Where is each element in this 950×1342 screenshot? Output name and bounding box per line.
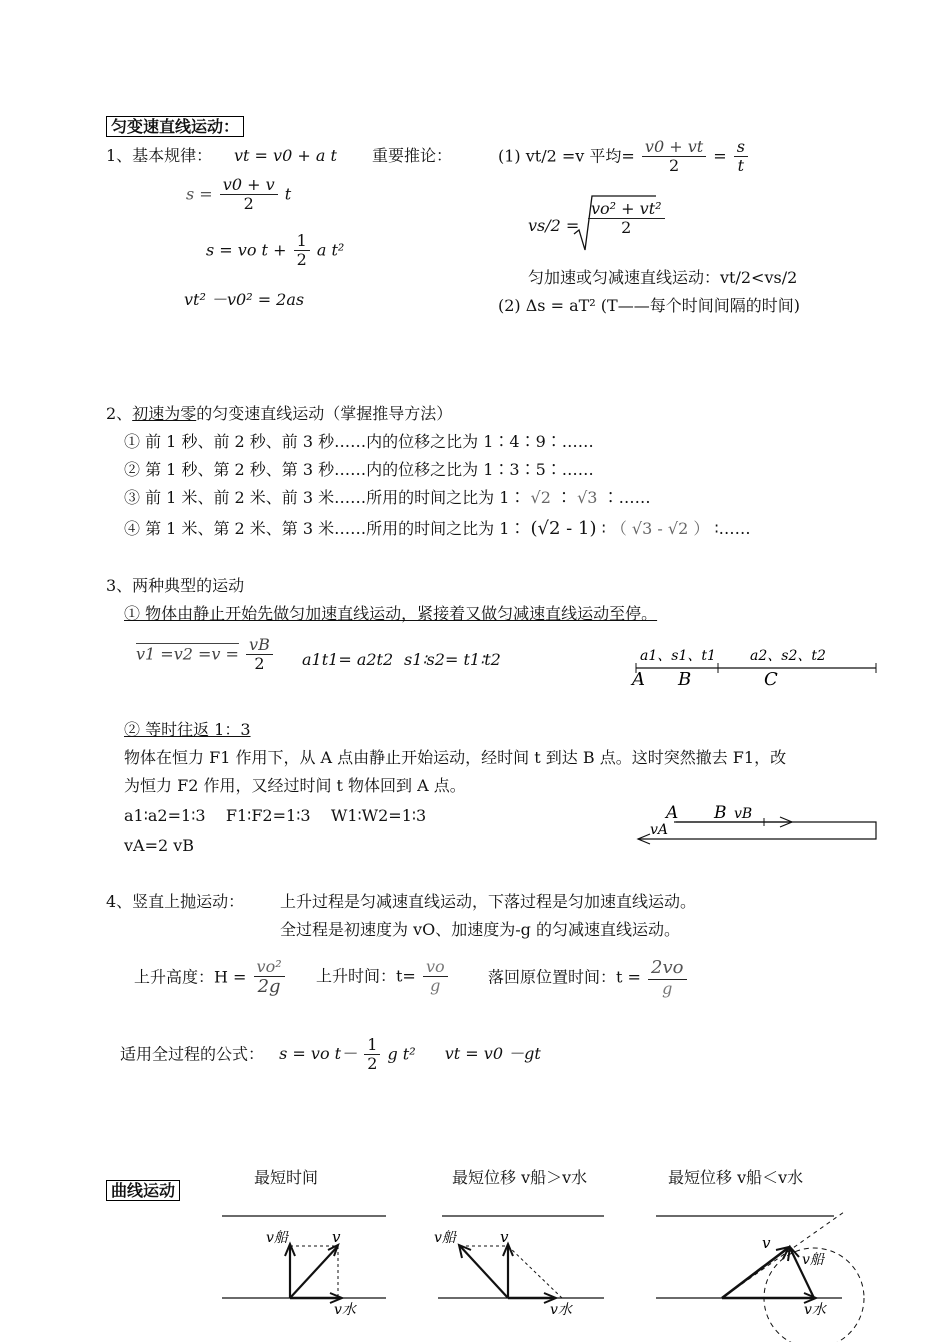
river-diagram-fast-boat: [430, 1210, 610, 1320]
inference-2: (2) Δs = aT² (T——每个时间间隔的时间): [498, 296, 800, 315]
return-time-formula: [488, 958, 689, 998]
ratio-item-3-text: ③ 前 1 米、前 2 米、前 3 米……所用的时间之比为 1∶: [124, 488, 526, 507]
inference-1: [498, 138, 750, 176]
heading-shortest-displacement-slow-boat: 最短位移 v船＜v水: [668, 1168, 804, 1187]
boat-velocity-arrow: [460, 1246, 508, 1298]
formula-displacement: [206, 232, 344, 270]
max-height-fraction: [254, 958, 285, 998]
case-2-ratios: a1∶a2=1∶3 F1∶F2=1∶3 W1∶W2=1∶3: [124, 806, 427, 825]
whole-process-left: s = vo t－: [279, 1044, 358, 1064]
inference-1-den: 2: [668, 156, 680, 176]
vs2-label: vs/2 =: [528, 216, 580, 235]
label-v-water: v水: [804, 1302, 826, 1318]
vs2-num: vo² + vt²: [588, 200, 665, 219]
case-1-ratio-relation: s1∶s2= t1∶t2: [404, 650, 501, 669]
section-3-title: 3、两种典型的运动: [106, 576, 245, 595]
inference-label: 重要推论：: [372, 146, 453, 165]
vs2-den: 2: [621, 218, 632, 238]
formula-s-right: t: [284, 184, 292, 204]
whole-process-fraction: [364, 1036, 380, 1074]
inference-1-s: s: [734, 138, 748, 157]
inference-1-left: (1) vt/2 =v 平均=: [498, 146, 635, 166]
case-1-description: ① 物体由静止开始先做匀加速直线运动，紧接着又做匀减速直线运动至停。: [124, 604, 658, 623]
formula-s-fraction: [220, 176, 278, 214]
river-diagram-shortest-time: [220, 1210, 400, 1320]
ratio-item-4-term1: (√2 - 1): [530, 518, 597, 539]
case-1-top-label-1: a1、s1、t1: [640, 648, 716, 664]
max-height-label: 上升高度：H =: [134, 967, 247, 987]
ratio-item-2: ② 第 1 秒、第 2 秒、第 3 秒……内的位移之比为 1∶3∶5∶……: [124, 460, 594, 479]
rise-time-fraction: [423, 958, 448, 996]
label-v-water: v水: [334, 1302, 356, 1318]
case-2-diagram: [630, 798, 890, 858]
ratio-item-3-sqrt3: √3: [577, 488, 598, 507]
case-1-diagram: [630, 642, 880, 692]
case-1-point-C: C: [764, 669, 778, 690]
inference-1-fraction: [642, 138, 706, 176]
whole-process-den: 2: [367, 1054, 378, 1074]
inference-1-num: v0 + vt: [642, 138, 706, 157]
case-1-point-B: B: [678, 669, 692, 690]
label-v: v: [500, 1228, 509, 1246]
ratio-item-4-sep: ∶: [601, 519, 606, 538]
formula-displacement-average: [186, 176, 291, 214]
rise-time-formula: [316, 958, 450, 996]
ratio-item-3: [124, 488, 651, 507]
heading-shortest-displacement-fast-boat: 最短位移 v船＞v水: [452, 1168, 588, 1187]
formula-s-left: s =: [186, 184, 213, 204]
case-1-average-velocity: [136, 636, 275, 674]
formula-s-den: 2: [243, 194, 254, 214]
inference-compare: 匀加速或匀减速直线运动：vt/2<vs/2: [528, 268, 798, 287]
case-2-line-2: 为恒力 F2 作用，又经过时间 t 物体回到 A 点。: [124, 776, 466, 795]
formula-disp-den: 2: [296, 250, 307, 270]
inference-1-t: t: [737, 156, 745, 176]
case-1-avg-left: v1 =v2 =v =: [136, 644, 239, 664]
rise-time-den: g: [430, 976, 441, 996]
section-2-title: [106, 404, 452, 423]
section-curved-motion-title: 曲线运动: [106, 1180, 180, 1201]
case-1-at-relation: a1t1= a2t2: [302, 650, 394, 669]
section-title-uniform-acceleration: 匀变速直线运动：: [106, 116, 244, 137]
basic-law-label: 1、基本规律：: [106, 146, 213, 165]
resultant-velocity-arrow: [722, 1248, 788, 1298]
ratio-item-4-term2: （ √3 - √2 ）: [610, 519, 710, 538]
case-2-title: ② 等时往返 1：3: [124, 720, 251, 739]
ratio-item-4-text: ④ 第 1 米、第 2 米、第 3 米……所用的时间之比为 1∶: [124, 519, 526, 538]
section-4-title: 4、竖直上抛运动：: [106, 892, 245, 911]
ratio-item-4: [124, 518, 751, 540]
rise-time-num: vo: [423, 958, 448, 977]
case-1-point-A: A: [632, 669, 645, 690]
rise-time-label: 上升时间：t=: [316, 966, 416, 986]
label-v-boat: v船: [266, 1230, 288, 1246]
whole-process-formula: [120, 1036, 541, 1074]
return-time-den: g: [662, 978, 673, 998]
formula-velocity: vt = v0 + a t: [234, 146, 337, 165]
formula-s-num: v0 + v: [220, 176, 278, 195]
case-2-point-A: A: [666, 803, 679, 823]
ratio-item-4-tail: ∶……: [714, 519, 751, 538]
case-2-vB-label: vB: [734, 806, 753, 822]
label-v-water: v水: [550, 1302, 572, 1318]
section-2-title-pre: 2、: [106, 404, 133, 423]
inference-1-s-over-t: [734, 138, 748, 176]
ratio-item-3-tail: ∶……: [602, 488, 651, 507]
section-4-line-2: 全过程是初速度为 vO、加速度为-g 的匀减速直线运动。: [280, 920, 680, 939]
case-1-avg-den: 2: [254, 654, 265, 674]
whole-process-num: 1: [364, 1036, 380, 1055]
label-v: v: [332, 1228, 341, 1246]
helper-dashed-diagonal: [508, 1246, 562, 1298]
ratio-item-3-sep: ∶: [555, 488, 572, 507]
section-2-title-post: 的匀变速直线运动（掌握推导方法）: [196, 404, 453, 423]
case-1-avg-num: vB: [246, 636, 273, 655]
return-time-num: 2vo: [648, 958, 686, 980]
inference-1-eq: =: [713, 146, 727, 166]
max-height-den: 2g: [257, 976, 281, 998]
river-diagram-slow-boat: [650, 1210, 870, 1342]
whole-process-label: 适用全过程的公式：: [120, 1044, 265, 1064]
label-v-boat: v船: [802, 1252, 824, 1268]
formula-disp-right: a t²: [316, 240, 345, 260]
case-2-vA-label: vA: [650, 822, 669, 838]
case-2-velocity-relation: vA=2 vB: [124, 836, 195, 855]
max-height-num: vo²: [254, 958, 285, 977]
case-2-return-path: [638, 822, 876, 839]
ratio-item-3-sqrt2: √2: [530, 488, 551, 507]
formula-velocity-squared: vt² －v0² = 2as: [184, 290, 305, 309]
return-time-fraction: [648, 958, 686, 998]
ratio-item-1: ① 前 1 秒、前 2 秒、前 3 秒……内的位移之比为 1∶4∶9∶……: [124, 432, 594, 451]
return-time-label: 落回原位置时间：t =: [488, 967, 641, 987]
formula-disp-fraction: [294, 232, 310, 270]
formula-disp-num: 1: [294, 232, 310, 251]
case-1-avg-fraction: [246, 636, 273, 674]
label-v: v: [762, 1234, 771, 1252]
case-2-line-1: 物体在恒力 F1 作用下，从 A 点由静止开始运动，经时间 t 到达 B 点。这时突然撤去 F1，改: [124, 748, 787, 767]
case-1-top-label-2: a2、s2、t2: [750, 648, 826, 664]
max-height-formula: [134, 958, 287, 998]
formula-disp-left: s = vo t +: [206, 240, 287, 260]
section-4-line-1: 上升过程是匀减速直线运动，下落过程是匀加速直线运动。: [280, 892, 697, 911]
resultant-velocity-arrow: [290, 1246, 338, 1298]
case-2-point-B: B: [714, 803, 727, 823]
section-2-title-underlined: 初速为零: [132, 404, 197, 423]
whole-process-velocity: vt = v0 －gt: [444, 1044, 541, 1064]
whole-process-right: g t²: [387, 1044, 416, 1064]
label-v-boat: v船: [434, 1230, 456, 1246]
heading-shortest-time: 最短时间: [254, 1168, 319, 1187]
vs2-fraction: [586, 200, 667, 238]
